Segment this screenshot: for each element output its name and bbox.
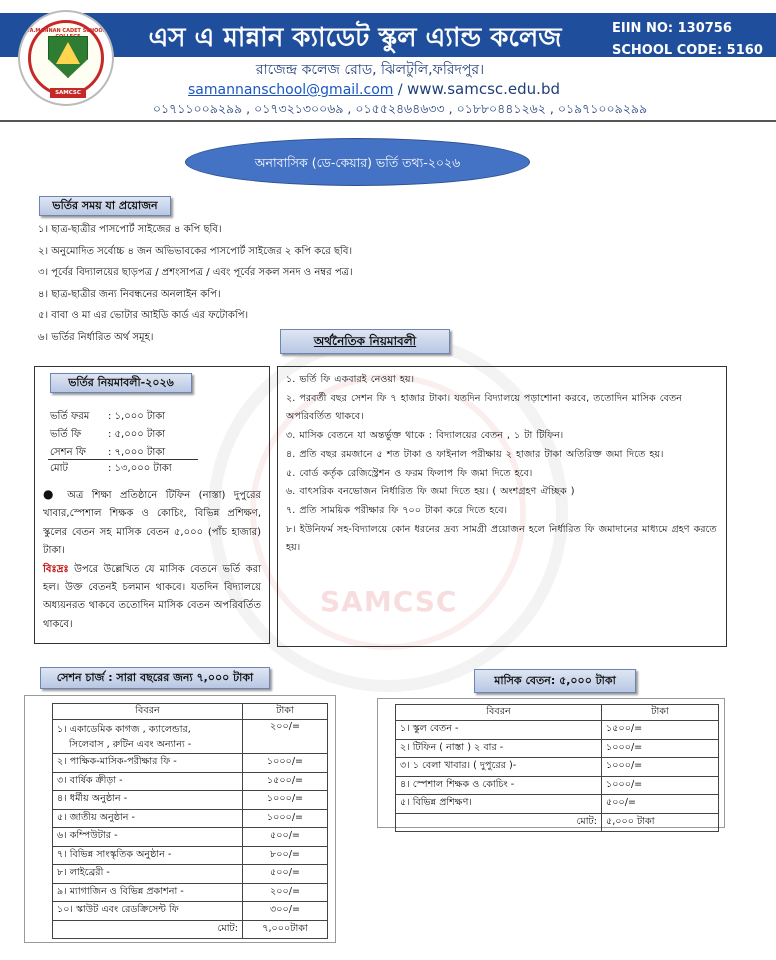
column-header: টাকা (243, 704, 328, 720)
item-cell: ৬। কম্পিউটার - (53, 828, 243, 847)
school-code: SCHOOL CODE: 5160 (612, 43, 763, 58)
note-text-2: উপরে উল্লেখিত যে মাসিক বেতনে ভর্তি করা হল। উক্ত বেতনই চলমান থাকবে। যতদিন বিদ্যালয়ে অধ্যয়নরত থাকবে ততোদিন মাসিক বেতন অপরিবর্তিত থাকবে। (43, 563, 261, 630)
list-item: ৫। বাবা ও মা এর ভোটার আইডি কার্ড এর ফটোকপি। (38, 310, 249, 321)
admission-heading: ভর্তির নিয়মাবলী-২০২৬ (50, 373, 192, 393)
table-row (396, 721, 719, 740)
item-cell: ৭। বিভিন্ন সাংস্কৃতিক অনুষ্ঠান - (53, 846, 243, 865)
amount-cell: ৫০০/= (243, 865, 328, 884)
rule-item: ১. ভর্তি ফি একবারই নেওয়া হয়। (286, 374, 415, 385)
monthly-table (395, 704, 719, 832)
amount-cell: ১৫০০/= (243, 772, 328, 791)
item-text: ১। একাডেমিক কাগজ , ক্যালেন্ডার, (57, 723, 191, 735)
amount-cell: ১০০০/= (602, 758, 719, 777)
table-row (53, 902, 328, 921)
item-cell: ৫। বিভিন্ন প্রশিক্ষণ। (396, 795, 602, 814)
fee-value: : ৫,০০০ টাকা (108, 429, 166, 440)
list-item: ৬। ভর্তির নির্ধারিত অর্থ সমূহ। (38, 331, 154, 343)
rule-item: ৪. প্রতি বছর রমজানে ৫ শত টাকা ও ফাইনাল পরীক্ষায় ২ হাজার টাকা অতিরিক্ত জমা দিতে হয়। (286, 448, 664, 460)
list-item: ৩। পূর্বের বিদ্যালয়ের ছাড়পত্র / প্রশংসাপত্র / এবং পূর্বের সকল সনদ ও নম্বর পত্র। (38, 267, 353, 278)
amount-cell: ১০০০/= (602, 776, 719, 795)
item-cell: ৩। ১ বেলা খাবার। ( দুপুরের )- (396, 758, 602, 777)
table-total-row (53, 920, 328, 939)
separator: / (397, 82, 403, 98)
rule-item: ৬. বাৎসরিক বনভোজন নির্ধারিত ফি জমা দিতে হয়। ( অংশগ্রহণ ঐচ্ছিক ) (286, 486, 575, 498)
logo-label: SAMCSC (50, 88, 86, 98)
total-value: ৫,০০০ টাকা (602, 813, 719, 832)
table-row (53, 754, 328, 773)
website-link[interactable]: www.samcsc.edu.bd (407, 80, 560, 98)
table-row (53, 865, 328, 884)
admission-banner: অনাবাসিক (ডে-কেয়ার) ভর্তি তথ্য-২০২৬ (185, 138, 530, 186)
column-header: বিবরন (53, 704, 243, 720)
table-row (396, 795, 719, 814)
school-address: রাজেন্দ্র কলেজ রোড, ঝিলটুলি,ফরিদপুর। (255, 62, 485, 78)
item-cell: ১। স্কুল বেতন - (396, 721, 602, 740)
amount-cell: ৩০০/= (243, 902, 328, 921)
amount-cell: ১৫০০/= (602, 721, 719, 740)
item-cell: ৫। জাতীয় অনুষ্ঠান - (53, 809, 243, 828)
table-row (396, 739, 719, 758)
fee-label: ভর্তি ফরম (50, 411, 90, 422)
fee-label: সেশন ফি (50, 447, 86, 458)
note-text: অত্র শিক্ষা প্রতিষ্ঠানে টিফিন (নাস্তা) দুপুরের খাবার,স্পেশাল শিক্ষক ও কোচিং, বিভিন্ন প্রশিক্ষণ, স্কুলের বেতন সহ মাসিক বেতন ৫,০০০ (পাঁচ হাজার) টাকা। (43, 490, 261, 557)
total-value: ৭,০০০টাকা (243, 920, 328, 939)
amount-cell: ১০০০/= (243, 809, 328, 828)
column-header: টাকা (602, 705, 719, 721)
fee-label: মোট (50, 463, 68, 474)
list-item: ৪। ছাত্র-ছাত্রীর জন্য নিবন্ধনের অনলাইন কপি। (38, 288, 221, 300)
watermark-text: SAMCSC (320, 585, 458, 618)
fee-row (50, 409, 165, 426)
item-cell: ৩। বার্ষিক ক্রীড়া - (53, 772, 243, 791)
eiin-number: EIIN NO: 130756 (612, 21, 732, 36)
fee-value: : ৭,০০০ টাকা (108, 447, 166, 458)
session-heading: সেশন চার্জ : সারা বছরের জন্য ৭,০০০ টাকা (40, 667, 270, 689)
table-total-row (396, 813, 719, 832)
admission-rules-box (34, 366, 270, 644)
table-row (53, 720, 328, 754)
school-name: এস এ মান্নান ক্যাডেট স্কুল এ্যান্ড কলেজ (148, 23, 562, 53)
amount-cell: ১০০০/= (602, 739, 719, 758)
email-link[interactable]: samannanschool@gmail.com (188, 82, 394, 98)
amount-cell: ১০০০/= (243, 754, 328, 773)
amount-cell: ২০০/= (243, 883, 328, 902)
list-item: ২। অনুমোদিত সর্বোচ্চ ৪ জন অভিভাবকের পাসপোর্ট সাইজের ২ কপি করে ছবি। (38, 245, 353, 257)
session-table (52, 703, 328, 939)
amount-cell: ৮০০/= (243, 846, 328, 865)
item-text-2: সিলেবাস , রুটিন এবং অন্যান্য - (69, 738, 192, 750)
note-label: বিঃদ্রঃ (43, 563, 69, 575)
monthly-heading: মাসিক বেতন: ৫,০০০ টাকা (474, 669, 636, 693)
fee-value: : ১৩,০০০ টাকা (108, 463, 172, 474)
logo-text: S.A.MANNAN CADET SCHOOL & (24, 28, 112, 34)
item-cell: ১০। স্কাউট এবং রেডক্রিসেন্ট ফি (53, 902, 243, 921)
item-cell: ৮। লাইব্রেরী - (53, 865, 243, 884)
list-item: ১। ছাত্র-ছাত্রীর পাসপোর্ট সাইজের ৪ কপি ছবি। (38, 224, 222, 235)
bullet-icon: ● (43, 487, 59, 501)
amount-cell: ১০০০/= (243, 791, 328, 810)
item-cell: ২। টিফিন ( নাস্তা ) ২ বার - (396, 739, 602, 758)
total-divider (48, 459, 198, 460)
item-cell: ৪। স্পেশাল শিক্ষক ও কোচিং - (396, 776, 602, 795)
amount-cell: ৫০০/= (602, 795, 719, 814)
rule-item: ৮। ইউনিফর্ম সহ-বিদ্যালয়ে কোন ধরনের দ্রব্য সামগ্রী প্রয়োজন হলে নির্ধারিত ফি জমাদানের মাধ্যমে গ্রহণ করতে হয়। (286, 523, 717, 554)
table-row (53, 828, 328, 847)
item-cell: ৯। ম্যাগাজিন ও বিভিন্ন প্রকাশনা - (53, 883, 243, 902)
fee-label: ভর্তি ফি (50, 429, 82, 440)
total-label: মোট: (53, 920, 243, 939)
item-cell: ৪। ধর্মীয় অনুষ্ঠান - (53, 791, 243, 810)
rule-item: ৭. প্রতি সাময়িক পরীক্ষার ফি ৭০০ টাকা করে দিতে হবে। (286, 504, 508, 516)
admission-note (43, 485, 261, 634)
rule-item: ২. পরবর্তী বছর সেশন ফি ৭ হাজার টাকা। যতদিন বিদ্যালয়ে পড়াশোনা করবে, ততোদিন মাসিক বেতন অপরিবর্তিত থাকবে। (286, 392, 682, 423)
contact-web (188, 80, 560, 98)
rule-item: ৫. বোর্ড কর্তৃক রেজিস্ট্রেশন ও ফরম ফিলাপ ফি জমা দিতে হবে। (286, 467, 533, 479)
fee-total-row (50, 461, 172, 478)
column-header: বিবরন (396, 705, 602, 721)
table-row (396, 758, 719, 777)
item-cell: ২। পাক্ষিক-মাসিক-পরীক্ষার ফি - (53, 754, 243, 773)
school-logo (18, 10, 114, 106)
phone-numbers: ০১৭১১০০৯২৯৯ , ০১৭৩২১৩০০৬৯ , ০১৫৫২৪৬৪৬৩৩ , ০১৮৮০৪৪১২৬২ , ০১৯৭১০০৯২৯৯ (152, 101, 648, 116)
table-row (396, 776, 719, 795)
fee-row (50, 427, 165, 444)
table-row (53, 772, 328, 791)
fee-value: : ১,০০০ টাকা (108, 411, 166, 422)
financial-rules-box (277, 366, 727, 647)
financial-rules (286, 371, 718, 558)
financial-heading: অর্থনৈতিক নিয়মাবলী (280, 329, 450, 354)
table-row (53, 809, 328, 828)
school-ids (612, 18, 763, 62)
amount-cell: ২০০/= (243, 720, 328, 754)
table-row (53, 883, 328, 902)
amount-cell: ৫০০/= (243, 828, 328, 847)
requirements-heading: ভর্তির সময় যা প্রয়োজন (39, 196, 171, 216)
table-row (53, 846, 328, 865)
table-row (53, 791, 328, 810)
rule-item: ৩. মাসিক বেতনে যা অন্তর্ভুক্ত থাকে : বিদ্যালয়ের বেতন , ১ টা টিফিন। (286, 430, 564, 442)
total-label: মোট: (396, 813, 602, 832)
